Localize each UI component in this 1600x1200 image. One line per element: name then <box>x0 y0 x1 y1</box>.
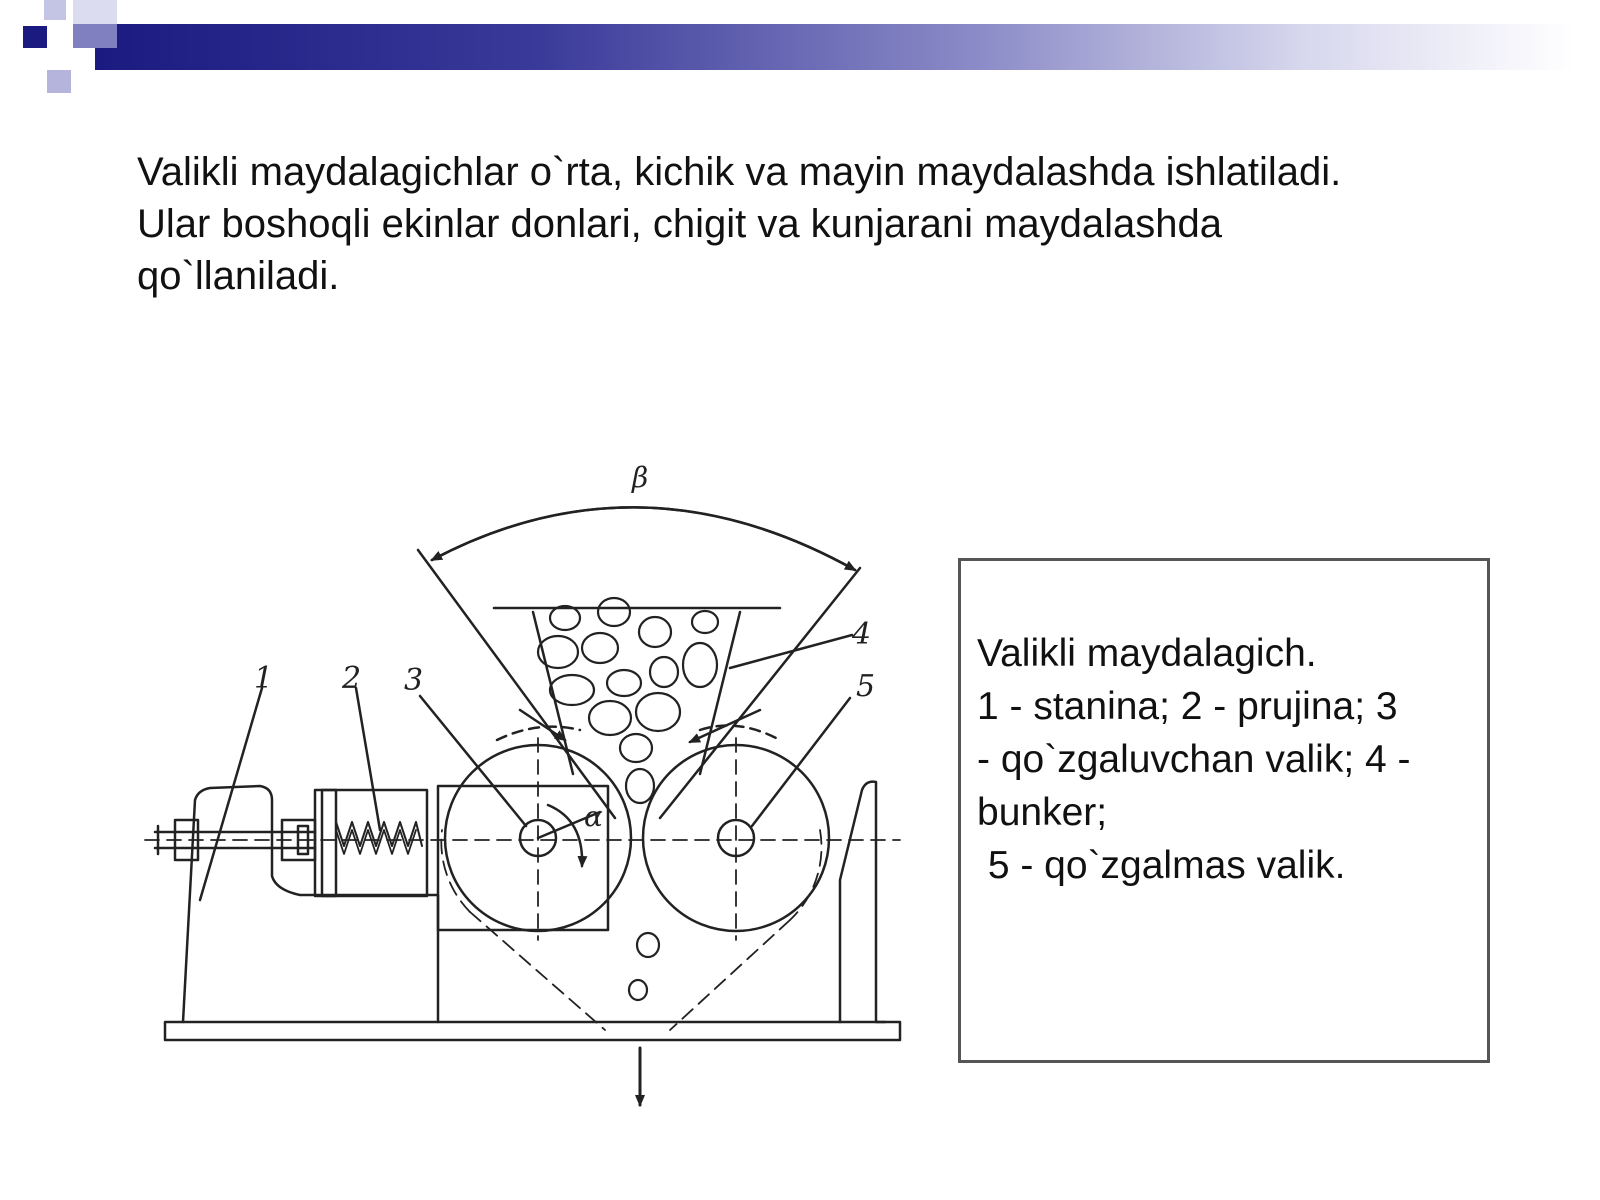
caption-box <box>958 558 1490 1063</box>
label-angle-alpha: α <box>584 800 603 833</box>
body-line-2: Ular boshoqli ekinlar donlari, chigit va kunjarani maydalashda <box>137 202 1223 246</box>
caption-line-2: 1 - stanina; 2 - prujina; 3 <box>977 685 1398 728</box>
alpha-arc <box>548 805 582 866</box>
label-part-4: 4 <box>852 617 872 652</box>
caption-line-3: - qo`zgaluvchan valik; 4 - <box>977 738 1411 781</box>
frame-right <box>840 782 885 1022</box>
label-angle-beta: β <box>632 461 649 494</box>
caption-line-5: 5 - qo`zgalmas valik. <box>977 844 1346 887</box>
label-part-5: 5 <box>856 669 876 704</box>
body-line-1: Valikli maydalagichlar o`rta, kichik va mayin maydalashda ishlatiladi. <box>137 150 1342 194</box>
spring-housing <box>315 790 427 896</box>
caption-line-1: Valikli maydalagich. <box>977 632 1317 675</box>
caption-text <box>977 627 1482 892</box>
caption-line-4: bunker; <box>977 791 1108 834</box>
base-plate <box>165 1022 900 1040</box>
label-part-3: 3 <box>404 663 424 698</box>
body-line-3: qo`llaniladi. <box>137 254 340 298</box>
material-particles <box>538 598 718 1000</box>
label-part-1: 1 <box>254 661 274 696</box>
label-part-2: 2 <box>342 661 362 696</box>
